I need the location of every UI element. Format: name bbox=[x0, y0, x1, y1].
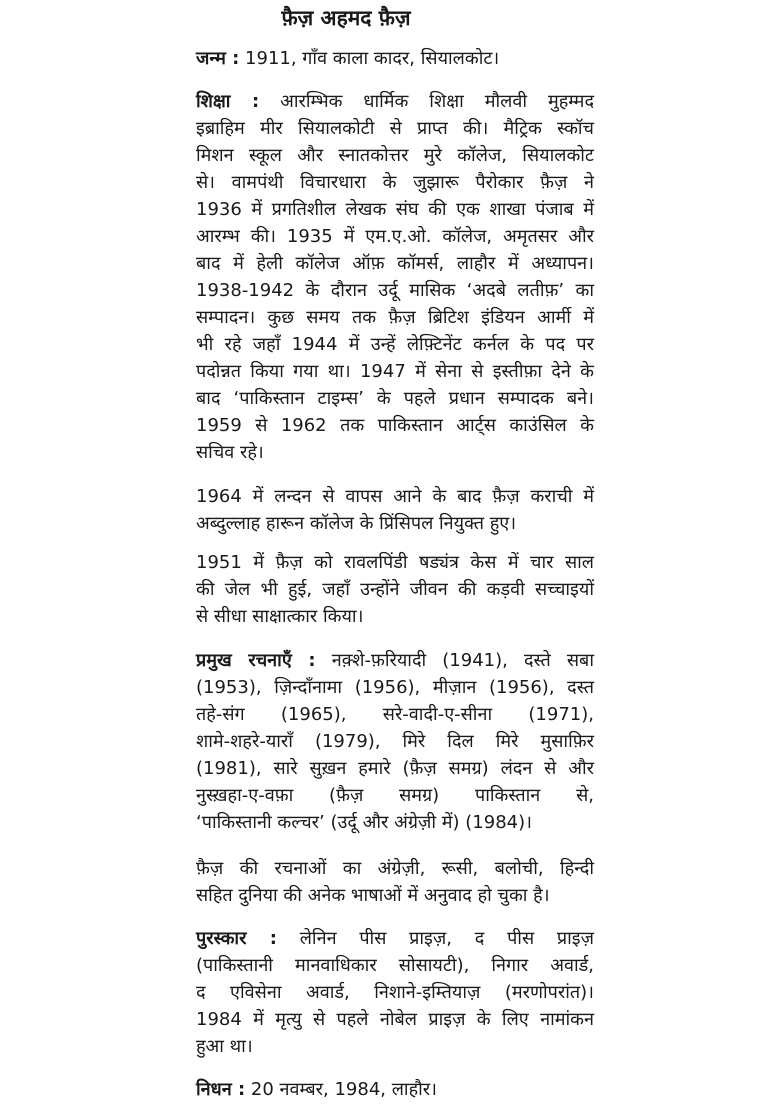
line-text: बाद ‘पाकिस्तान टाइम्स’ के पहले प्रधान सम्पादक बने। bbox=[196, 388, 594, 409]
text-line bbox=[196, 223, 594, 250]
line-text: की जेल भी हुई, जहाँ उन्होंने जीवन की कड़वी सच्चाइयों bbox=[196, 579, 594, 600]
line-text: द एविसेना अवार्ड, निशाने-इम्तियाज़ (मरणोपरांत)। bbox=[196, 982, 594, 1003]
line-text: लेनिन पीस प्राइज़, द पीस प्राइज़ bbox=[276, 928, 594, 949]
line-text: 1938-1942 के दौरान उर्दू मासिक ‘अदबे लतीफ़’ का bbox=[196, 280, 594, 301]
paragraph-karachi bbox=[196, 483, 594, 537]
line-text: पदोन्नत किया गया था। 1947 में सेना से इस्तीफ़ा देने के bbox=[196, 361, 594, 382]
line-text: हुआ था। bbox=[196, 1036, 253, 1057]
text-line bbox=[196, 304, 594, 331]
paragraph-death bbox=[196, 1076, 594, 1103]
line-text: 20 नवम्बर, 1984, लाहौर। bbox=[245, 1079, 437, 1100]
line-text: फ़ैज़ की रचनाओं का अंग्रेज़ी, रूसी, बलोची, हिन्दी bbox=[196, 858, 594, 879]
line-text: नक़्शे-फ़रियादी (1941), दस्ते सबा bbox=[315, 650, 594, 671]
text-line bbox=[196, 809, 594, 836]
line-text: सहित दुनिया की अनेक भाषाओं में अनुवाद हो चुका है। bbox=[196, 885, 550, 906]
line-text: अब्दुल्लाह हारून कॉलेज के प्रिंसिपल नियुक्त हुए। bbox=[196, 513, 517, 534]
text-line bbox=[196, 385, 594, 412]
text-line bbox=[196, 979, 594, 1006]
text-line bbox=[196, 647, 594, 674]
paragraph-birth bbox=[196, 45, 594, 72]
line-text: (1981), सारे सुख़न हमारे (फ़ैज़ समग्र) लंदन से और bbox=[196, 758, 594, 779]
line-text: 1964 में लन्दन से वापस आने के बाद फ़ैज़ कराची में bbox=[196, 486, 594, 507]
line-text: से सीधा साक्षात्कार किया। bbox=[196, 606, 364, 627]
line-text: (1953), ज़िन्दाँनामा (1956), मीज़ान (1956), दस्त bbox=[196, 677, 594, 698]
line-text: शामे-शहरे-याराँ (1979), मिरे दिल मिरे मुसाफ़िर bbox=[196, 731, 594, 752]
text-line bbox=[196, 855, 594, 882]
text-line bbox=[196, 277, 594, 304]
paragraph-jail bbox=[196, 549, 594, 630]
section-label: शिक्षा : bbox=[196, 91, 260, 112]
paragraph-awards bbox=[196, 925, 594, 1060]
line-text: (पाकिस्तानी मानवाधिकार सोसायटी), निगार अवार्ड, bbox=[196, 955, 594, 976]
text-line bbox=[196, 576, 594, 603]
section-label: निधन : bbox=[196, 1079, 246, 1100]
text-line bbox=[196, 510, 594, 537]
text-line bbox=[196, 782, 594, 809]
text-line bbox=[196, 45, 594, 72]
line-text: से। वामपंथी विचारधारा के जुझारू पैरोकार फ़ैज़ ने bbox=[196, 172, 594, 193]
text-line bbox=[196, 549, 594, 576]
line-text: तहे-संग (1965), सरे-वादी-ए-सीना (1971), bbox=[196, 704, 594, 725]
text-line bbox=[196, 88, 594, 115]
text-line bbox=[196, 483, 594, 510]
text-line bbox=[196, 603, 594, 630]
text-line bbox=[196, 169, 594, 196]
text-line bbox=[196, 925, 594, 952]
line-text: 1951 में फ़ैज़ को रावलपिंडी षड्यंत्र केस में चार साल bbox=[196, 552, 594, 573]
text-line bbox=[196, 250, 594, 277]
line-text: सचिव रहे। bbox=[196, 442, 264, 463]
text-line bbox=[196, 439, 594, 466]
text-line bbox=[196, 674, 594, 701]
text-line bbox=[196, 358, 594, 385]
line-text: 1959 से 1962 तक पाकिस्तान आर्ट्स काउंसिल के bbox=[196, 415, 594, 436]
text-line bbox=[196, 196, 594, 223]
text-line bbox=[196, 755, 594, 782]
text-line bbox=[196, 1033, 594, 1060]
line-text: 1911, गाँव काला कादर, सियालकोट। bbox=[239, 48, 500, 69]
line-text: सम्पादन। कुछ समय तक फ़ैज़ ब्रिटिश इंडियन आर्मी में bbox=[196, 307, 594, 328]
line-text: आरम्भ की। 1935 में एम.ए.ओ. कॉलेज, अमृतसर और bbox=[196, 226, 594, 247]
text-line bbox=[196, 412, 594, 439]
line-text: 1936 में प्रगतिशील लेखक संघ की एक शाखा पंजाब में bbox=[196, 199, 594, 220]
section-label: पुरस्कार : bbox=[196, 928, 277, 949]
line-text: भी रहे जहाँ 1944 में उन्हें लेफ़्टिनेंट कर्नल के पद पर bbox=[196, 334, 594, 355]
line-text: नुस्ख़हा-ए-वफ़ा (फ़ैज़ समग्र) पाकिस्तान से, bbox=[196, 785, 594, 806]
text-line bbox=[196, 1006, 594, 1033]
section-label: जन्म : bbox=[196, 48, 240, 69]
text-line bbox=[196, 115, 594, 142]
line-text: 1984 में मृत्यु से पहले नोबेल प्राइज़ के लिए नामांकन bbox=[196, 1009, 594, 1030]
text-line bbox=[196, 728, 594, 755]
text-line bbox=[196, 1076, 594, 1103]
paragraph-translations bbox=[196, 855, 594, 909]
page-title: फ़ैज़ अहमद फ़ैज़ bbox=[281, 6, 411, 30]
text-line bbox=[196, 331, 594, 358]
text-line bbox=[196, 142, 594, 169]
line-text: आरम्भिक धार्मिक शिक्षा मौलवी मुहम्मद bbox=[259, 91, 595, 112]
line-text: बाद में हेली कॉलेज ऑफ़ कॉमर्स, लाहौर में अध्यापन। bbox=[196, 253, 594, 274]
line-text: ‘पाकिस्तानी कल्चर’ (उर्दू और अंग्रेज़ी में) (1984)। bbox=[196, 812, 532, 833]
paragraph-major-works bbox=[196, 647, 594, 836]
paragraph-education bbox=[196, 88, 594, 466]
text-line bbox=[196, 701, 594, 728]
line-text: मिशन स्कूल और स्नातकोत्तर मुरे कॉलेज, सियालकोट bbox=[196, 145, 594, 166]
section-label: प्रमुख रचनाएँ : bbox=[196, 650, 316, 671]
line-text: इब्राहिम मीर सियालकोटी से प्राप्त की। मैट्रिक स्कॉच bbox=[196, 118, 594, 139]
text-line bbox=[196, 882, 594, 909]
text-line bbox=[196, 952, 594, 979]
